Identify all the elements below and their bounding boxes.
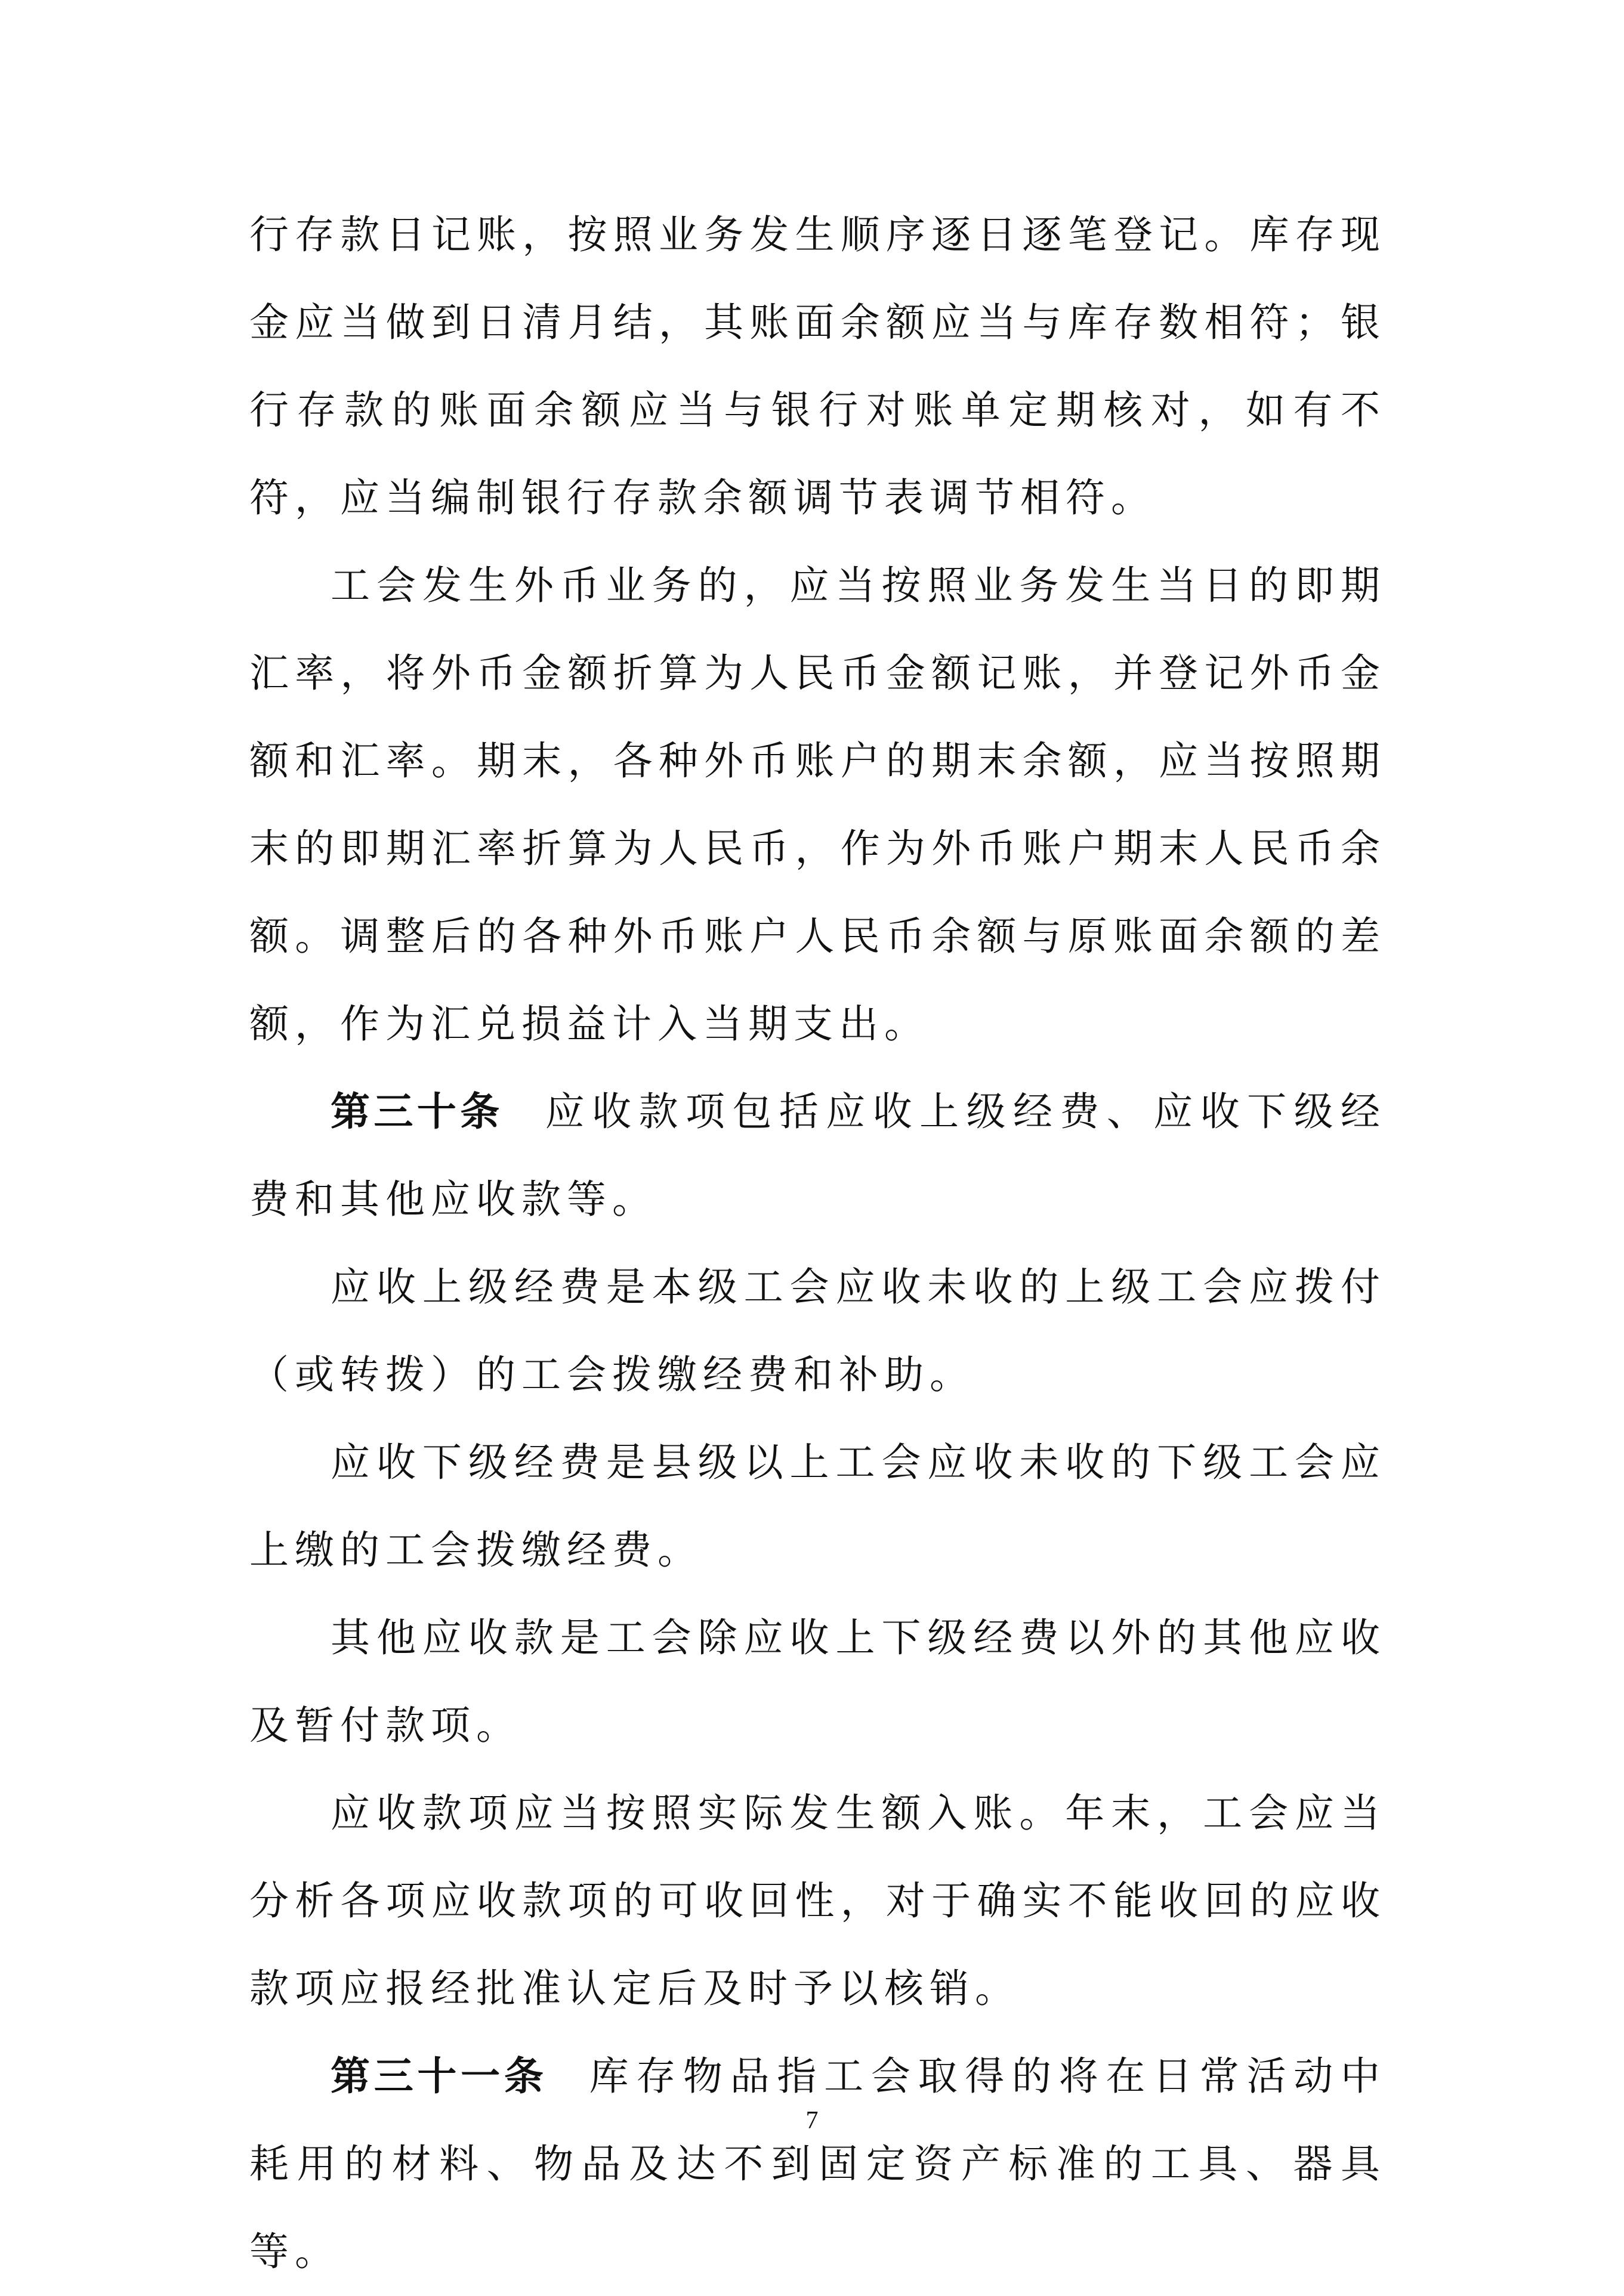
paragraph-text: 其他应收款是工会除应收上下级经费以外的其他应收及暂付款项。: [249, 1615, 1386, 1748]
article-31: [249, 2032, 1386, 2295]
paragraph-receivable-upper: [249, 1243, 1386, 1419]
article-30: [249, 1068, 1386, 1243]
page-number: 7: [805, 2107, 819, 2134]
paragraph-receivable-lower: [249, 1419, 1386, 1594]
paragraph-text: 应收上级经费是本级工会应收未收的上级工会应拨付（或转拨）的工会拨缴经费和补助。: [249, 1264, 1386, 1398]
article-title: 第三十条: [331, 1089, 504, 1135]
paragraph-other-receivables: [249, 1594, 1386, 1769]
paragraph-text: 行存款日记账，按照业务发生顺序逐日逐笔登记。库存现金应当做到日清月结，其账面余额应当与库存数相符；银行存款的账面余额应当与银行对账单定期核对，如有不符，应当编制银行存款余额调节表调节相符。: [249, 212, 1386, 521]
paragraph-text: 应收下级经费是县级以上工会应收未收的下级工会应上缴的工会拨缴经费。: [249, 1439, 1386, 1573]
paragraph-foreign-currency: [249, 542, 1386, 1068]
paragraph-text: 库存物品指工会取得的将在日常活动中耗用的材料、物品及达不到固定资产标准的工具、器具等。: [249, 2053, 1387, 2275]
paragraph-receivable-writeoff: [249, 1769, 1386, 2032]
paragraph-continuation: [249, 191, 1386, 542]
article-title: 第三十一条: [331, 2053, 548, 2099]
paragraph-text: 工会发生外币业务的，应当按照业务发生当日的即期汇率，将外币金额折算为人民币金额记账，并登记外币金额和汇率。期末，各种外币账户的期末余额，应当按照期末的即期汇率折算为人民币，作为外币账户期末人民币余额。调整后的各种外币账户人民币余额与原账面余额的差额，作为汇兑损益计入当期支出。: [249, 563, 1386, 1047]
paragraph-text: 应收款项应当按照实际发生额入账。年末，工会应当分析各项应收款项的可收回性，对于确实不能收回的应收款项应报经批准认定后及时予以核销。: [249, 1790, 1386, 2011]
document-body: [249, 191, 1386, 2295]
paragraph-text: 应收款项包括应收上级经费、应收下级经费和其他应收款等。: [249, 1089, 1387, 1222]
